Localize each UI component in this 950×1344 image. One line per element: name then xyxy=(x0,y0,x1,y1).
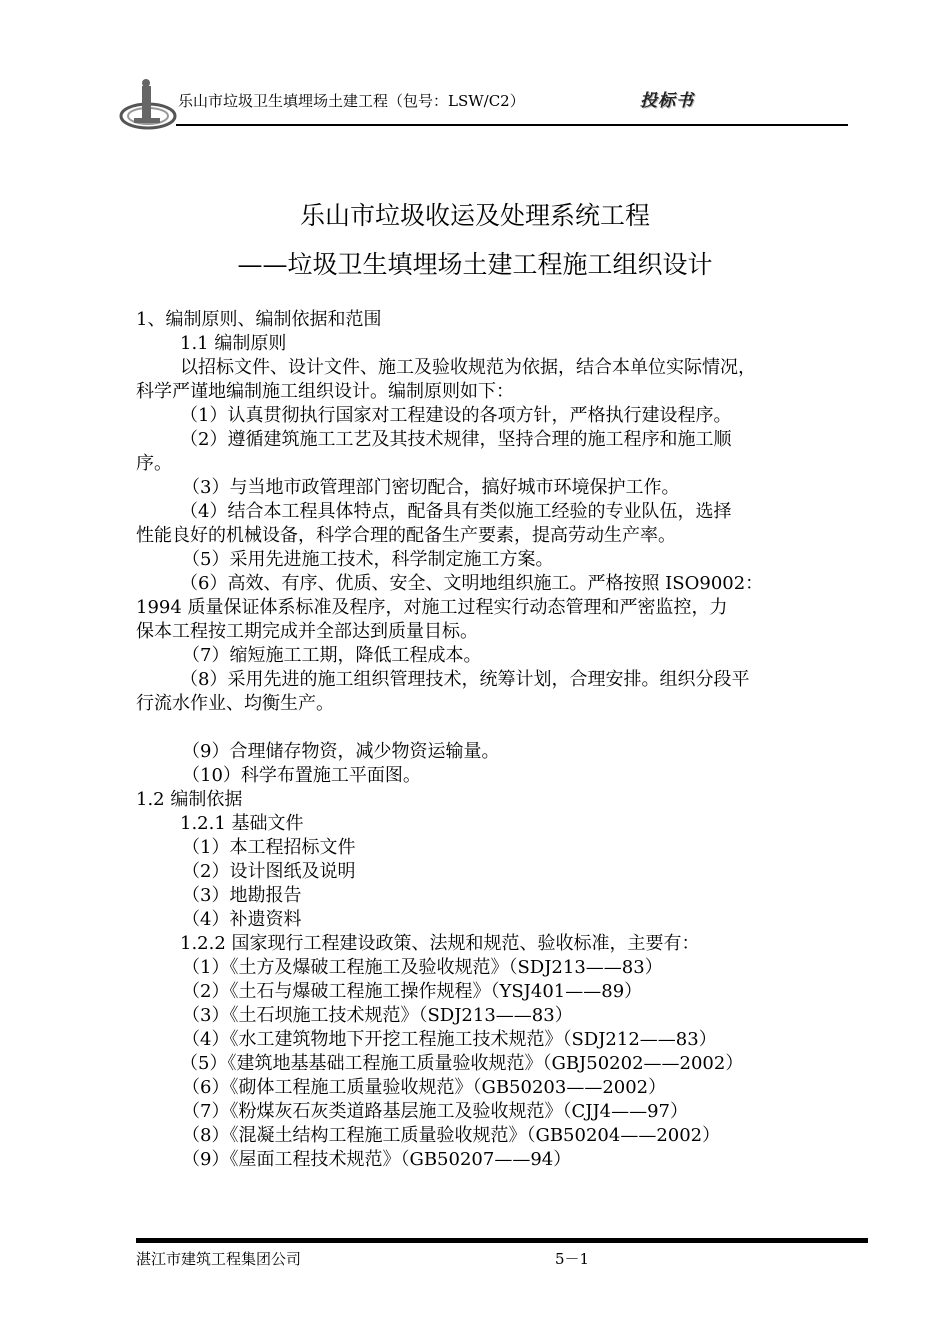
document-subtitle: ——垃圾卫生填埋场土建工程施工组织设计 xyxy=(237,250,713,279)
list-item: （2）《土石与爆破工程施工操作规程》（YSJ401——89） xyxy=(182,981,643,1002)
list-item: （8）采用先进的施工组织管理技术，统筹计划，合理安排。组织分段平 xyxy=(180,669,750,690)
subsection-heading: 1.2.1 基础文件 xyxy=(180,813,304,834)
list-item: （3）《土石坝施工技术规范》（SDJ213——83） xyxy=(182,1005,573,1026)
list-item: （4）《水工建筑物地下开挖工程施工技术规范》（SDJ212——83） xyxy=(182,1029,717,1050)
list-item: （5）采用先进施工技术，科学制定施工方案。 xyxy=(182,549,554,570)
paragraph-line: 以招标文件、设计文件、施工及验收规范为依据，结合本单位实际情况， xyxy=(180,357,756,378)
list-item: （2）设计图纸及说明 xyxy=(182,861,356,882)
footer-company: 湛江市建筑工程集团公司 xyxy=(136,1250,302,1268)
list-item: （7）缩短施工工期，降低工程成本。 xyxy=(182,645,482,666)
page-header xyxy=(0,0,950,140)
list-item-continuation: 保本工程按工期完成并全部达到质量目标。 xyxy=(136,621,478,642)
list-item: （4）补遗资料 xyxy=(182,909,302,930)
company-logo-icon xyxy=(118,78,178,134)
list-item: （1）《土方及爆破工程施工及验收规范》（SDJ213——83） xyxy=(182,957,663,978)
paragraph-line: 科学严谨地编制施工组织设计。编制原则如下： xyxy=(136,381,514,402)
list-item: （2）遵循建筑施工工艺及其技术规律，坚持合理的施工程序和施工顺 xyxy=(180,429,732,450)
blank-line xyxy=(136,716,856,740)
header-divider xyxy=(176,124,848,126)
document-title: 乐山市垃圾收运及处理系统工程 xyxy=(299,201,650,230)
footer-divider xyxy=(136,1238,868,1243)
section-heading: 1、编制原则、编制依据和范围 xyxy=(136,309,382,330)
list-item: （10）科学布置施工平面图。 xyxy=(182,765,421,786)
footer-page-number: 5－1 xyxy=(555,1250,590,1268)
list-item-continuation: 行流水作业、均衡生产。 xyxy=(136,693,334,714)
list-item: （1）认真贯彻执行国家对工程建设的各项方针，严格执行建设程序。 xyxy=(180,405,732,426)
list-item: （5）《建筑地基基础工程施工质量验收规范》（GBJ50202——2002） xyxy=(180,1053,744,1074)
list-item: （3）与当地市政管理部门密切配合，搞好城市环境保护工作。 xyxy=(182,477,680,498)
list-item: （7）《粉煤灰石灰类道路基层施工及验收规范》（CJJ4——97） xyxy=(182,1101,689,1122)
list-item: （9）《屋面工程技术规范》（GB50207——94） xyxy=(182,1149,572,1170)
list-item: （8）《混凝土结构工程施工质量验收规范》（GB50204——2002） xyxy=(182,1125,721,1146)
list-item: （6）《砌体工程施工质量验收规范》（GB50203——2002） xyxy=(182,1077,667,1098)
header-project-name: 乐山市垃圾卫生填埋场土建工程（包号：LSW/C2） xyxy=(178,92,525,110)
list-item-continuation: 1994 质量保证体系标准及程序，对施工过程实行动态管理和严密监控，力 xyxy=(136,597,728,618)
subsection-heading: 1.2.2 国家现行工程建设政策、法规和规范、验收标准，主要有： xyxy=(180,933,700,954)
list-item-continuation: 序。 xyxy=(136,453,172,474)
list-item-continuation: 性能良好的机械设备，科学合理的配备生产要素，提高劳动生产率。 xyxy=(136,525,676,546)
subsection-heading: 1.2 编制依据 xyxy=(136,789,243,810)
list-item: （6）高效、有序、优质、安全、文明地组织施工。严格按照 ISO9002： xyxy=(180,573,764,594)
list-item: （3）地勘报告 xyxy=(182,885,302,906)
document-body xyxy=(136,308,856,1172)
subsection-heading: 1.1 编制原则 xyxy=(180,333,287,354)
list-item: （9）合理储存物资，减少物资运输量。 xyxy=(182,741,500,762)
list-item: （1）本工程招标文件 xyxy=(182,837,356,858)
header-brand-text: 投标书 xyxy=(640,91,694,111)
list-item: （4）结合本工程具体特点，配备具有类似施工经验的专业队伍，选择 xyxy=(180,501,732,522)
